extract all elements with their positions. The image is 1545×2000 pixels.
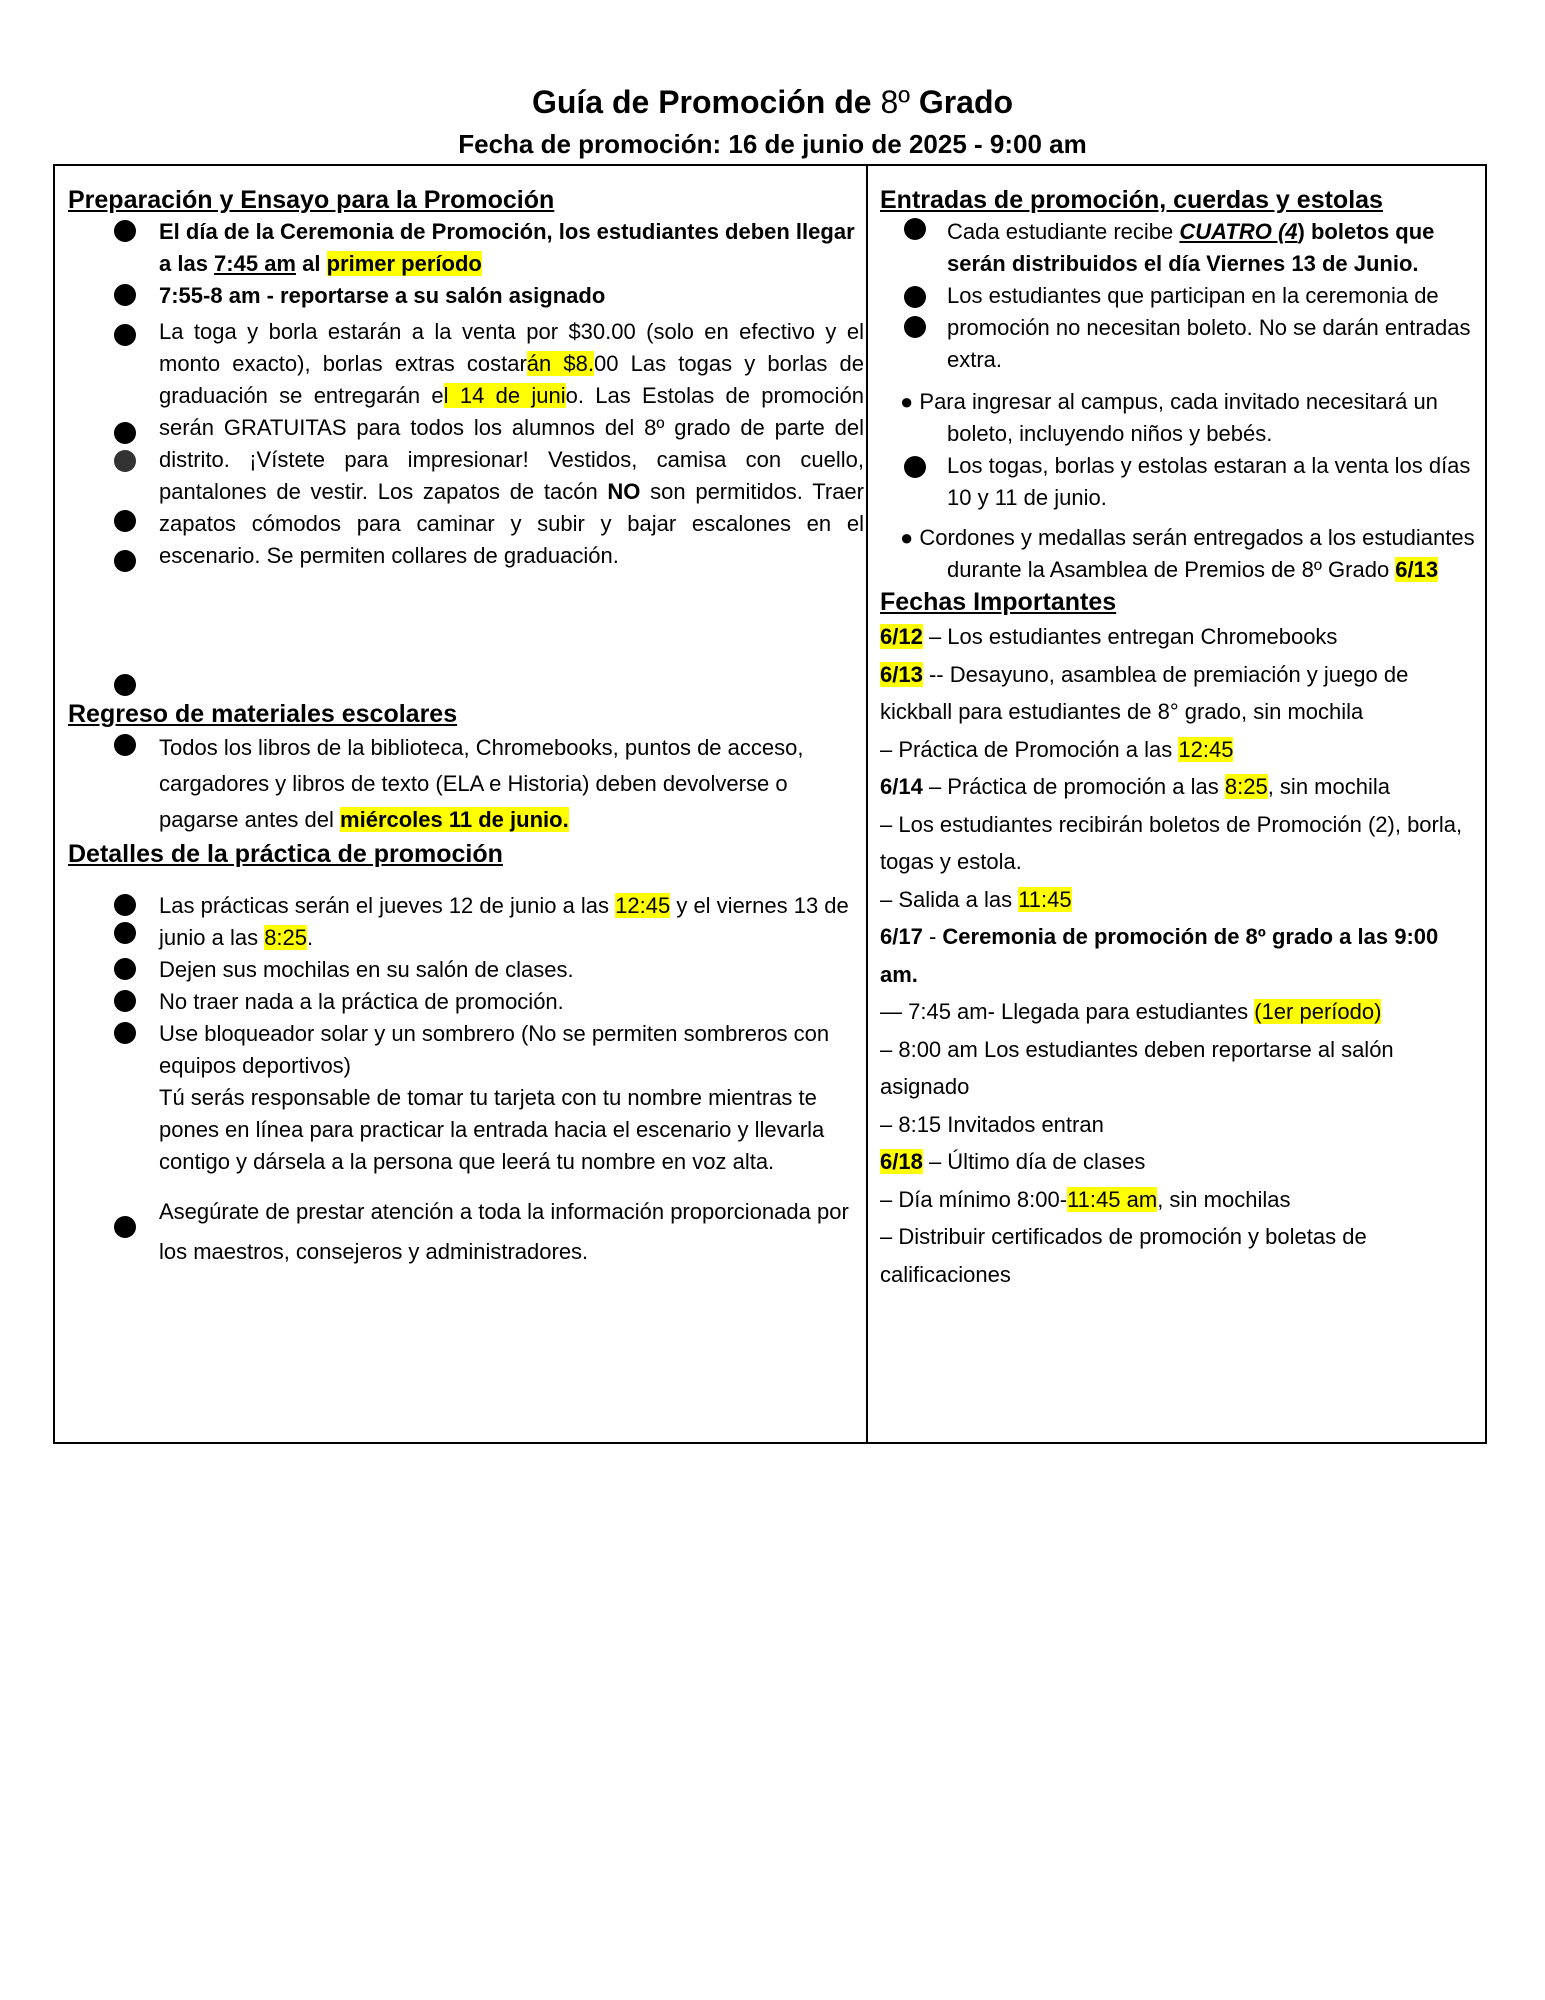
bullet-icon (904, 456, 926, 478)
practice-name-card: Tú serás responsable de tomar tu tarjeta con tu nombre mientras te pones en línea para practicar la entrada hacia el escenario y llevarla contigo y dársela a la persona que leerá tu nombre en voz alta. (159, 1085, 825, 1174)
prep-bullet-report: 7:55-8 am - reportarse a su salón asignado (68, 280, 864, 312)
date-6-13: 6/13 -- Desayuno, asamblea de premiación y juego de kickball para estudiantes de 8° grado, sin mochila (880, 661, 1409, 724)
tickets-heading: Entradas de promoción, cuerdas y estolas (880, 186, 1383, 214)
date-6-14: 6/14 – Práctica de promoción a las 8:25, sin mochila (880, 774, 1390, 799)
date-6-17: 6/17 - Ceremonia de promoción de 8º grado a las 9:00 am. (880, 924, 1439, 987)
practice-bullet-backpacks: Dejen sus mochilas en su salón de clases. (68, 954, 864, 986)
date-6-17-report: – 8:00 am Los estudiantes deben reportarse al salón asignado (880, 1036, 1394, 1099)
date-6-17-arrival: — 7:45 am- Llegada para estudiantes (1er período) (880, 999, 1382, 1024)
bullet-icon (114, 324, 136, 346)
bullet-icon (114, 894, 136, 916)
return-bullet: Todos los libros de la biblioteca, Chromebooks, puntos de acceso, cargadores y libros de texto (ELA e Historia) deben devolverse o pagarse antes del miércoles 11 de junio. (68, 730, 864, 838)
bullet-icon (114, 1216, 136, 1238)
page-subtitle: Fecha de promoción: 16 de junio de 2025 - 9:00 am (458, 129, 1087, 159)
date-6-18: 6/18 – Último día de clases (880, 1149, 1146, 1174)
prep-paragraph-gowns: La toga y borla estarán a la venta por $30.00 (solo en efectivo y el monto exacto), borlas extras costarán $8.00 Las togas y borlas de graduación se entregarán el 14 de junio. Las Estolas de promoción serán GRATUITAS para todos los alumnos del 8º grado de parte del distrito. ¡Vístete para impresionar! Vestidos, camisa con cuello, pantalones de vestir. Los zapatos de tacón NO son permitidos. Traer zapatos cómodos para caminar y subir y bajar escalones en el escenario. Se permiten collares de graduación. (68, 316, 864, 698)
tickets-bullet-sale: Los togas, borlas y estolas estaran a la venta los días 10 y 11 de junio. (880, 450, 1477, 514)
bullet-icon (114, 220, 136, 242)
bullet-icon (114, 674, 136, 696)
prep-bullet-arrival: El día de la Ceremonia de Promoción, los estudiantes deben llegar a las 7:45 am al primer período (68, 216, 864, 280)
right-column (880, 184, 1477, 1293)
bullet-icon (114, 990, 136, 1012)
tickets-bullet-count: Cada estudiante recibe CUATRO (4) boletos que serán distribuidos el día Viernes 13 de Junio. (880, 216, 1477, 280)
dates-heading: Fechas Importantes (880, 588, 1117, 616)
bullet-icon (114, 734, 136, 756)
date-6-12: 6/12 – Los estudiantes entregan Chromebooks (880, 624, 1338, 649)
bullet-icon (114, 1022, 136, 1044)
practice-bullet-sunscreen: Use bloqueador solar y un sombrero (No se permiten sombreros con equipos deportivos) (68, 1018, 864, 1082)
grade-number: 8º (880, 84, 910, 120)
bullet-icon (114, 450, 136, 472)
bullet-icon (904, 316, 926, 338)
column-divider (866, 164, 868, 1444)
tickets-bullet-participants: Los estudiantes que participan en la ceremonia de promoción no necesitan boleto. No se darán entradas extra. (880, 280, 1477, 376)
bullet-icon (114, 422, 136, 444)
return-heading: Regreso de materiales escolares (68, 700, 458, 728)
page-title: Guía de Promoción de 8º Grado (531, 84, 1014, 120)
bullet-icon (904, 286, 926, 308)
date-6-13-practice: – Práctica de Promoción a las 12:45 (880, 736, 1234, 762)
bullet-icon (114, 284, 136, 306)
bullet-icon (114, 922, 136, 944)
prep-heading: Preparación y Ensayo para la Promoción (68, 186, 555, 214)
practice-bullet-dates: Las prácticas serán el jueves 12 de junio a las 12:45 y el viernes 13 de junio a las 8:25. (68, 890, 864, 954)
dates-list (880, 618, 1477, 1293)
left-column (68, 184, 864, 1272)
tickets-bullet-cords: ● Cordones y medallas serán entregados a los estudiantes durante la Asamblea de Premios de 8º Grado 6/13 (900, 525, 1475, 582)
bullet-icon (114, 550, 136, 572)
date-6-18-certificates: – Distribuir certificados de promoción y boletas de calificaciones (880, 1224, 1367, 1287)
practice-bullet-nothing: No traer nada a la práctica de promoción. (68, 986, 864, 1018)
bullet-icon (904, 218, 926, 240)
date-6-17-guests: – 8:15 Invitados entran (880, 1111, 1104, 1137)
practice-bullet-attention: Asegúrate de prestar atención a toda la información proporcionada por los maestros, consejeros y administradores. (68, 1192, 864, 1272)
date-6-14-dismissal: – Salida a las 11:45 (880, 886, 1072, 912)
bullet-icon (114, 510, 136, 532)
bullet-icon (114, 958, 136, 980)
tickets-bullet-campus: ● Para ingresar al campus, cada invitado necesitará un boleto, incluyendo niños y bebés. (900, 389, 1438, 446)
date-6-14-tickets: – Los estudiantes recibirán boletos de Promoción (2), borla, togas y estola. (880, 811, 1463, 874)
date-6-18-minimum: – Día mínimo 8:00-11:45 am, sin mochilas (880, 1186, 1291, 1212)
practice-heading: Detalles de la práctica de promoción (68, 840, 503, 868)
